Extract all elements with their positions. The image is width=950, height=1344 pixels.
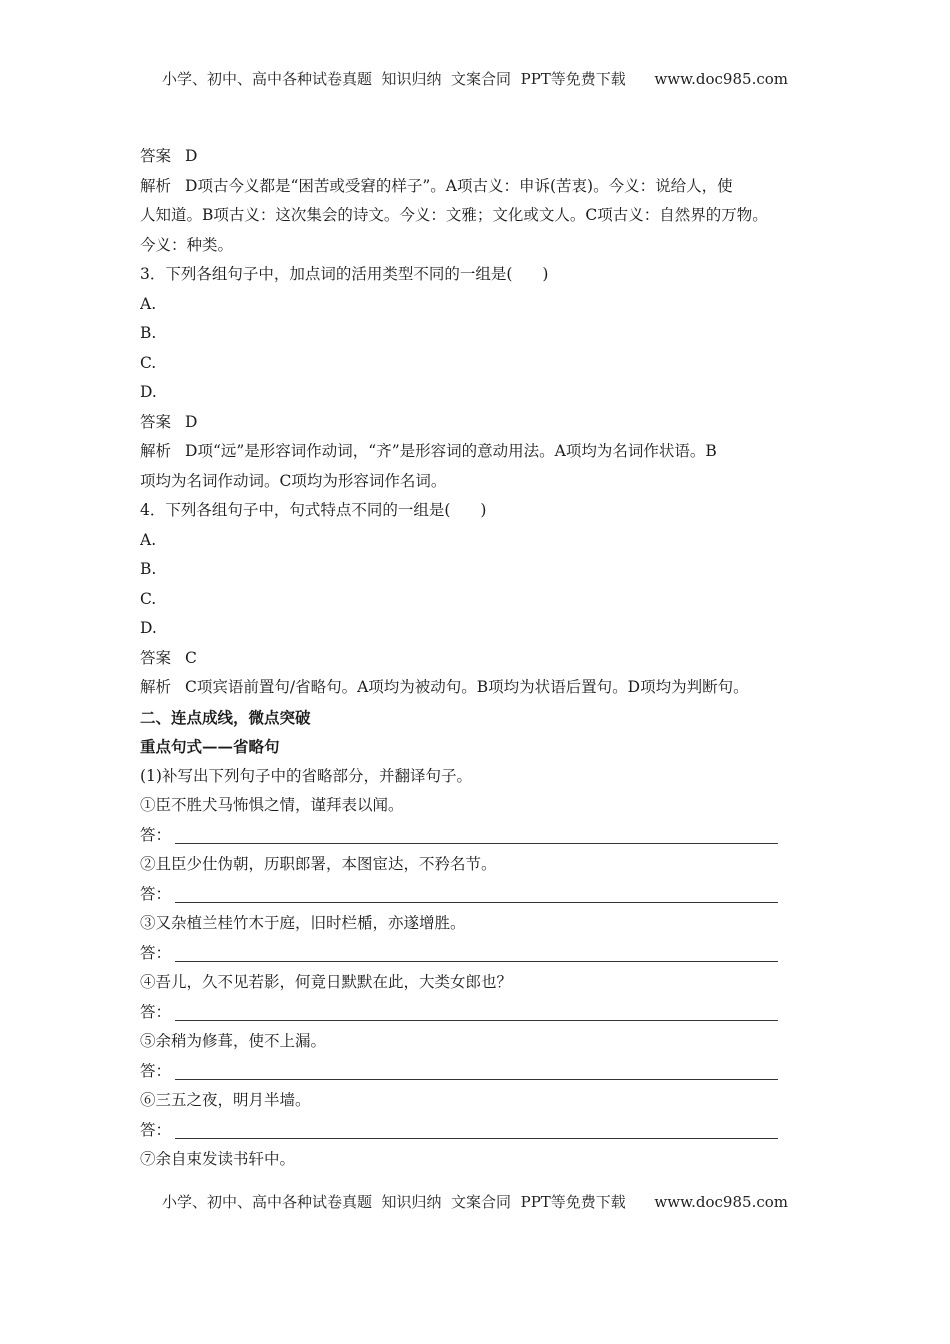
answer-prompt: 答： [140, 825, 172, 844]
answer-row-3 [140, 939, 820, 969]
q4-option-a: A. [140, 530, 157, 549]
answer-label: 答案 [140, 147, 172, 165]
q2-analysis-line-1 [140, 172, 820, 202]
q4-stem-text: 4．下列各组句子中，句式特点不同的一组是( [140, 501, 451, 519]
sentence-6: ⑥三五之夜，明月半墙。 [140, 1091, 311, 1109]
q3-option-b: B. [140, 324, 157, 342]
answer-prompt: 答： [140, 1120, 172, 1139]
answer-row-5 [140, 1057, 820, 1087]
sentence-7: ⑦余自束发读书轩中。 [140, 1150, 296, 1168]
q4-option-b: B. [140, 560, 157, 578]
q3-option-a: A. [140, 294, 157, 313]
answer-prompt: 答： [140, 884, 172, 903]
q4-analysis-text-1: C项宾语前置句/省略句。A项均为被动句。B项均为状语后置句。D项均为判断句。 [185, 678, 749, 696]
answer-blank-1[interactable] [175, 824, 778, 844]
analysis-label: 解析 [140, 678, 172, 696]
q3-stem [140, 260, 820, 290]
answer-row-2 [140, 880, 820, 910]
q4-answer-line [140, 644, 820, 674]
answer-row-4 [140, 998, 820, 1028]
analysis-label: 解析 [140, 442, 172, 460]
sentence-3: ③又杂植兰桂竹木于庭，旧时栏楯，亦遂增胜。 [140, 914, 466, 932]
q2-analysis-line-3: 今义：种类。 [140, 235, 234, 254]
q4-analysis-line-1 [140, 673, 820, 703]
section-title: 二、连点成线，微点突破 [140, 707, 311, 727]
q3-analysis-text-1: D项“远”是形容词作动词，“齐”是形容词的意动用法。A项均为名词作状语。B [185, 442, 717, 460]
q2-analysis-text-1: D项古今义都是“困苦或受窘的样子”。A项古义：申诉(苦衷)。今义：说给人，使 [185, 176, 733, 195]
answer-prompt: 答： [140, 943, 172, 962]
answer-label: 答案 [140, 648, 172, 667]
q4-stem-close: ) [480, 501, 487, 519]
q3-stem-close: ) [542, 265, 549, 283]
answer-blank-2[interactable] [175, 883, 778, 903]
q4-option-c: C. [140, 589, 157, 608]
page-header: 小学、初中、高中各种试卷真题 知识归纳 文案合同 PPT等免费下载 www.doc985.com [161, 70, 788, 88]
document-body [140, 142, 820, 1175]
sentence-4: ④吾儿，久不见若影，何竟日默默在此，大类女郎也？ [140, 973, 513, 991]
sentence-1: ①臣不胜犬马怖惧之情，谨拜表以闻。 [140, 796, 404, 814]
q3-option-c: C. [140, 353, 157, 372]
q4-answer-value: C [185, 648, 197, 667]
answer-row-1 [140, 821, 820, 851]
subsection-title: 重点句式——省略句 [140, 737, 280, 756]
q2-answer-value: D [185, 147, 198, 165]
q3-answer-line [140, 408, 820, 438]
answer-prompt: 答： [140, 1002, 172, 1021]
q2-answer-line [140, 142, 820, 172]
q3-option-d: D. [140, 383, 157, 401]
answer-label: 答案 [140, 412, 172, 431]
q3-answer-value: D [185, 412, 198, 431]
q4-stem [140, 496, 820, 526]
q4-option-d: D. [140, 619, 157, 637]
exercise-instruction: (1)补写出下列句子中的省略部分，并翻译句子。 [140, 766, 472, 785]
page-footer: 小学、初中、高中各种试卷真题 知识归纳 文案合同 PPT等免费下载 www.doc985.com [161, 1193, 788, 1211]
answer-blank-3[interactable] [175, 942, 778, 962]
analysis-label: 解析 [140, 176, 172, 195]
answer-blank-6[interactable] [175, 1119, 778, 1139]
q3-analysis-line-2: 项均为名词作动词。C项均为形容词作名词。 [140, 471, 447, 490]
sentence-5: ⑤余稍为修葺，使不上漏。 [140, 1032, 327, 1050]
q3-analysis-line-1 [140, 437, 820, 467]
answer-row-6 [140, 1116, 820, 1146]
q3-stem-text: 3．下列各组句子中，加点词的活用类型不同的一组是( [140, 265, 513, 283]
answer-prompt: 答： [140, 1061, 172, 1080]
q2-analysis-line-2: 人知道。B项古义：这次集会的诗文。今义：文雅；文化或文人。C项古义：自然界的万物。 [140, 206, 768, 224]
answer-blank-4[interactable] [175, 1001, 778, 1021]
sentence-2: ②且臣少仕伪朝，历职郎署，本图宦达，不矜名节。 [140, 855, 497, 873]
answer-blank-5[interactable] [175, 1060, 778, 1080]
